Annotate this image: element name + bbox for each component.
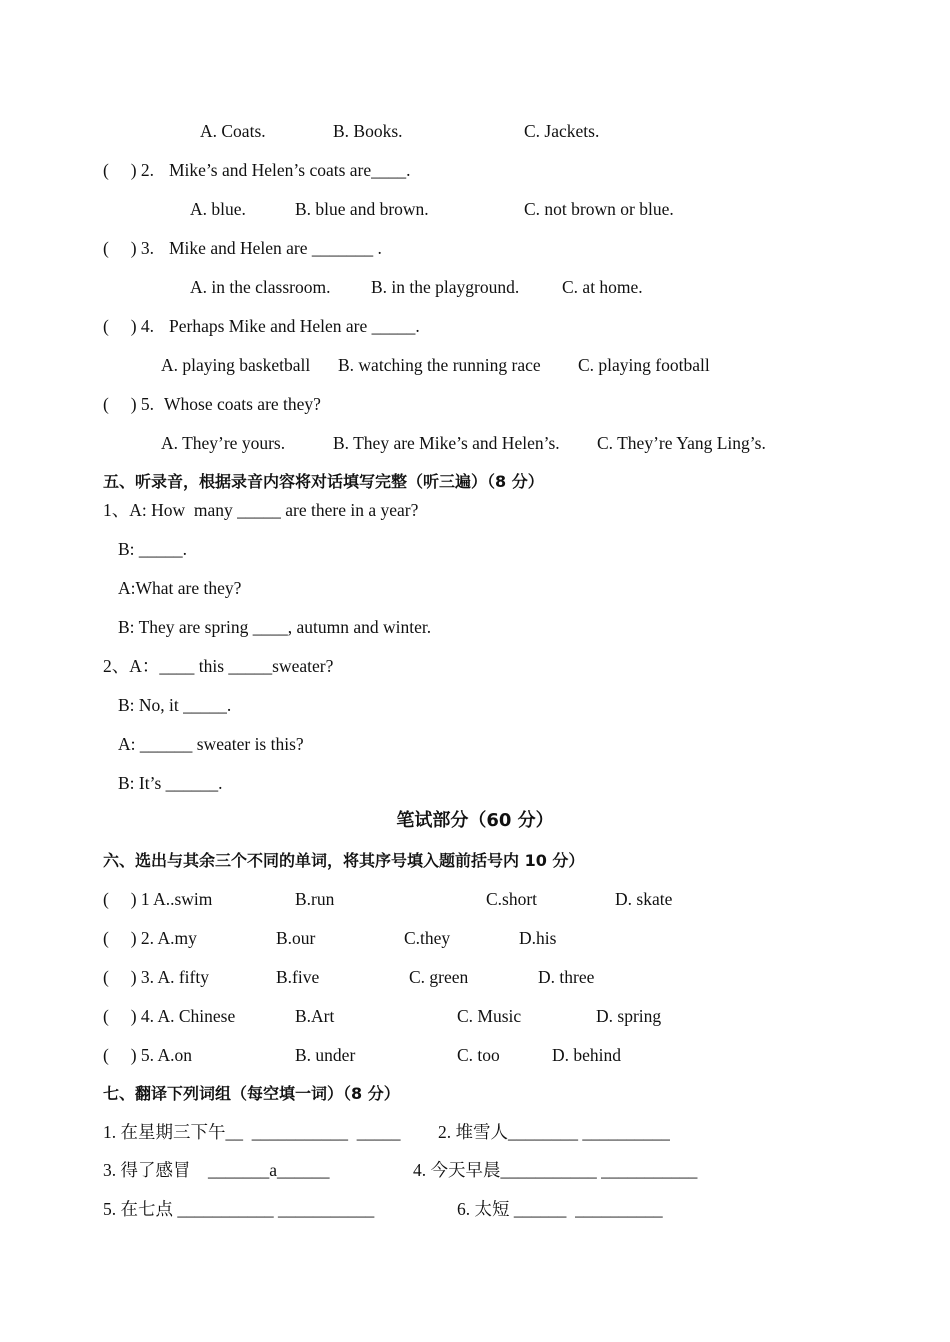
q2-question: Mike’s and Helen’s coats are____. bbox=[169, 160, 411, 180]
dialog1-line3: A:What are they? bbox=[118, 578, 242, 598]
section7-heading: 七、翻译下列词组（每空填一词）（8 分） bbox=[103, 1084, 400, 1103]
s6-row2-a[interactable]: ( ) 2. A.my bbox=[103, 928, 197, 948]
dialog2-line2: B: No, it _____. bbox=[118, 695, 232, 715]
s6-row1-d: D. skate bbox=[615, 889, 673, 909]
s7-item5[interactable]: 5. 在七点 ___________ ___________ bbox=[103, 1199, 375, 1219]
q5-option-c: C. They’re Yang Ling’s. bbox=[597, 433, 766, 453]
s6-row5-d: D. behind bbox=[552, 1045, 622, 1065]
q4-option-a: A. playing basketball bbox=[161, 355, 311, 375]
q1-option-b: B. Books. bbox=[333, 121, 403, 141]
s7-item2[interactable]: 2. 堆雪人________ __________ bbox=[438, 1122, 670, 1142]
q3-question: Mike and Helen are _______ . bbox=[169, 238, 382, 258]
s6-row3-c: C. green bbox=[409, 967, 469, 987]
dialog2-line3: A: ______ sweater is this? bbox=[118, 734, 304, 754]
q5-answer-paren[interactable]: ( ) 5. bbox=[103, 394, 155, 414]
dialog1-line1: 1、A: How many _____ are there in a year? bbox=[103, 500, 419, 520]
q4-option-b: B. watching the running race bbox=[338, 355, 541, 375]
written-part-heading: 笔试部分（60 分） bbox=[396, 810, 554, 831]
q4-option-c: C. playing football bbox=[578, 355, 710, 375]
s6-row1-b: B.run bbox=[295, 889, 335, 909]
s6-row2-d: D.his bbox=[519, 928, 557, 948]
s6-row2-b: B.our bbox=[276, 928, 316, 948]
s6-row1-a[interactable]: ( ) 1 A..swim bbox=[103, 889, 213, 909]
dialog1-line2: B: _____. bbox=[118, 539, 188, 559]
dialog2-line4: B: It’s ______. bbox=[118, 773, 223, 793]
section6-heading: 六、选出与其余三个不同的单词，将其序号填入题前括号内 10 分） bbox=[103, 851, 585, 870]
q3-answer-paren[interactable]: ( ) 3. bbox=[103, 238, 155, 258]
dialog1-line4: B: They are spring ____, autumn and winter. bbox=[118, 617, 432, 637]
q2-option-c: C. not brown or blue. bbox=[524, 199, 674, 219]
q2-option-b: B. blue and brown. bbox=[295, 199, 429, 219]
s6-row3-b: B.five bbox=[276, 967, 320, 987]
section5-heading: 五、听录音，根据录音内容将对话填写完整（听三遍）（8 分） bbox=[103, 472, 544, 491]
q4-answer-paren[interactable]: ( ) 4. bbox=[103, 316, 155, 336]
s6-row5-a[interactable]: ( ) 5. A.on bbox=[103, 1045, 192, 1065]
s6-row1-c: C.short bbox=[486, 889, 538, 909]
s7-item6[interactable]: 6. 太短 ______ __________ bbox=[457, 1199, 663, 1219]
q4-question: Perhaps Mike and Helen are _____. bbox=[169, 316, 420, 336]
s6-row4-a[interactable]: ( ) 4. A. Chinese bbox=[103, 1006, 236, 1026]
s6-row3-a[interactable]: ( ) 3. A. fifty bbox=[103, 967, 209, 987]
q2-option-a: A. blue. bbox=[190, 199, 246, 219]
s7-item1[interactable]: 1. 在星期三下午__ ___________ _____ bbox=[103, 1122, 401, 1142]
s6-row4-d: D. spring bbox=[596, 1006, 662, 1026]
s6-row3-d: D. three bbox=[538, 967, 595, 987]
s6-row2-c: C.they bbox=[404, 928, 451, 948]
dialog2-line1: 2、A：____ this _____sweater? bbox=[103, 656, 334, 676]
q5-option-b: B. They are Mike’s and Helen’s. bbox=[333, 433, 560, 453]
s7-item3[interactable]: 3. 得了感冒 _______a______ bbox=[103, 1160, 330, 1180]
q5-question: Whose coats are they? bbox=[164, 394, 321, 414]
s7-item4[interactable]: 4. 今天早晨___________ ___________ bbox=[413, 1160, 698, 1180]
q3-option-a: A. in the classroom. bbox=[190, 277, 331, 297]
q3-option-b: B. in the playground. bbox=[371, 277, 520, 297]
q3-option-c: C. at home. bbox=[562, 277, 643, 297]
q1-option-a: A. Coats. bbox=[200, 121, 266, 141]
s6-row5-b: B. under bbox=[295, 1045, 356, 1065]
q5-option-a: A. They’re yours. bbox=[161, 433, 286, 453]
s6-row4-c: C. Music bbox=[457, 1006, 522, 1026]
s6-row5-c: C. too bbox=[457, 1045, 500, 1065]
s6-row4-b: B.Art bbox=[295, 1006, 335, 1026]
q1-option-c: C. Jackets. bbox=[524, 121, 600, 141]
q2-answer-paren[interactable]: ( ) 2. bbox=[103, 160, 155, 180]
